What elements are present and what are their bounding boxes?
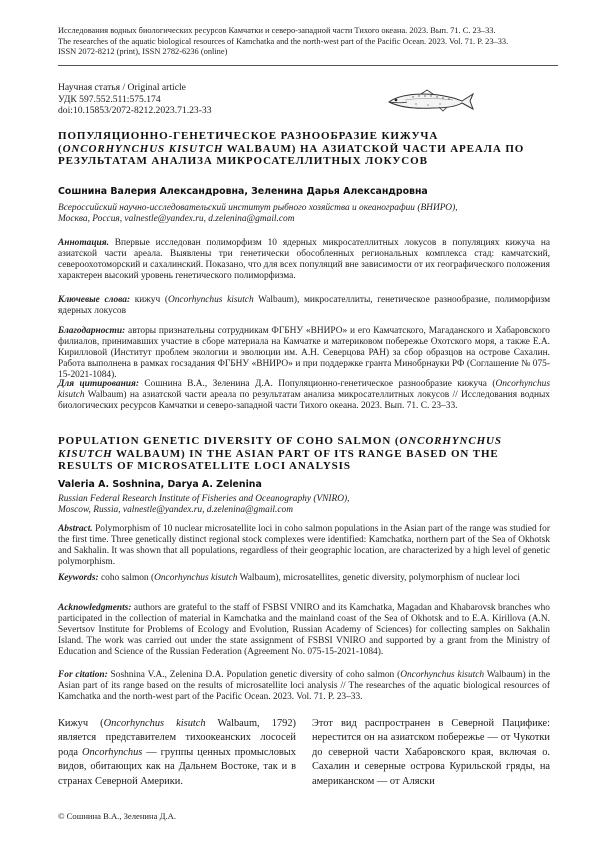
body-column-right: Этот вид распространен в Северной Пацифике: нерестится он на азиатском побережье — от Чукотки до северной части Хабаровского края, включая о. Сахалин и северные острова Курильской гряды, на американском — от Аляски xyxy=(312,718,550,787)
authors-en: Valeria A. Soshnina, Darya A. Zelenina xyxy=(58,479,262,490)
udk-code: УДК 597.552.511:575.174 xyxy=(58,93,161,105)
affiliation-ru: Всероссийский научно-исследовательский институт рыбного хозяйства и океанографии (ВНИРО), Москва, Россия, valnestle@yandex.ru, d.zelenina@gmail.com xyxy=(58,203,458,224)
acknowledgments-ru: Благодарности: авторы признательны сотрудникам ФГБНУ «ВНИРО» и его Камчатского, Магаданского и Хабаровского филиалов, принимавших участие в сборе материала на Камчатке и материковом побережье Охотского моря, а также Е.А. Кирилловой (Институт проблем экологии и эволюции им. А.Н. Северцова РАН) за сбор образцов на острове Сахалин. Работа выполнена в рамках госзадания ФГБНУ «ВНИРО» и при поддержке гранта Минобрнауки РФ (Соглашение № 075-15-2021-1084). xyxy=(58,326,550,380)
journal-header xyxy=(58,26,558,66)
salmon-fish-icon xyxy=(383,88,475,114)
article-meta xyxy=(58,82,212,117)
journal-issn: ISSN 2072-8212 (print), ISSN 2782-6236 (online) xyxy=(58,47,228,57)
journal-header-en: The researches of the aquatic biological resources of Kamchatka and the north-west part of the Pacific Ocean. 2023. Vol. 71. P. 23–33. xyxy=(58,36,509,46)
keywords-ru: Ключевые слова: кижуч (Oncorhynchus kisutch Walbaum), микросателлиты, генетическое разнообразие, полиморфизм ядерных локусов xyxy=(58,295,551,316)
article-type: Научная статья / Original article xyxy=(58,82,186,93)
abstract-ru: Аннотация. Впервые исследован полиморфизм 10 ядерных микросателлитных локусов в популяциях кижуча на азиатской части ареала. Выявлены три генетически обособленных региональных комплекса стад: камчатский, североохотоморский и сахалинский. Показано, что для всех популяций вне зависимости от их географического положения характерен высокий уровень генетического полиморфизма. xyxy=(58,238,550,281)
doi[interactable]: doi:10.15853/2072-8212.2023.71.23-33 xyxy=(58,105,212,117)
acknowledgments-en: Acknowledgments: authors are grateful to the staff of FSBSI VNIRO and its Kamchatka, Magadan and Khabarovsk branches who participated in the collection of material in Kamchatka and the mainland coast of the Sea of Okhotsk and to E.A. Kirillova (A.N. Severtsov Institute for Problems of Ecology and Evolution, Russian Academy of Sciences) for collecting samples on Sakhalin Island. The work was carried out under the state assignment of FSBSI VNIRO and supported by a grant from the Ministry of Education and Science of the Russian Federation (Agreement No. 075-15-2021-1084). xyxy=(58,603,550,657)
authors-ru: Сошнина Валерия Александровна, Зеленина Дарья Александровна xyxy=(58,186,428,197)
article-title-ru: ПОПУЛЯЦИОННО-ГЕНЕТИЧЕСКОЕ РАЗНООБРАЗИЕ КИЖУЧА (ONCORHYNCHUS KISUTCH WALBAUM) НА АЗИАТСКОЙ ЧАСТИ АРЕАЛА ПО РЕЗУЛЬТАТАМ АНАЛИЗА МИКРОСАТЕЛЛИТНЫХ ЛОКУСОВ xyxy=(58,130,525,168)
citation-ru: Для цитирования: Сошнина В.А., Зеленина Д.А. Популяционно-генетическое разнообразие кижуча (Oncorhynchus kisutch Walbaum) на азиатской части ареала по результатам анализа микросателлитных локусов // Исследования водных биологических ресурсов Камчатки и северо-западной части Тихого океана. 2023. Вып. 71. С. 23–33. xyxy=(58,379,550,411)
abstract-en: Abstract. Polymorphism of 10 nuclear microsatellite loci in coho salmon populations in the Asian part of the range was studied for the first time. Three genetically distinct regional stock complexes were identified: Kamchatka, northern part of the Sea of Okhotsk and Sakhalin. It was shown that all populations, regardless of their geographic location, are characterized by a high level of genetic polymorphism. xyxy=(58,524,550,567)
journal-header-ru: Исследования водных биологических ресурсов Камчатки и северо-западной части Тихого океана. 2023. Вып. 71. С. 23–33. xyxy=(58,26,496,35)
keywords-en: Keywords: coho salmon (Oncorhynchus kisutch Walbaum), microsatellites, genetic diversity, polymorphism of nuclear loci xyxy=(58,573,521,583)
citation-en: For citation: Soshnina V.A., Zelenina D.A. Population genetic diversity of coho salmon (Oncorhynchus kisutch Walbaum) in the Asian part of its range based on the results of microsatellite loci analysis // The researches of the aquatic biological resources of Kamchatka and the north-west part of the Pacific Ocean. 2023. Vol. 71. P. 23–33. xyxy=(58,670,550,702)
article-title-en: POPULATION GENETIC DIVERSITY OF COHO SALMON (ONCORHYNCHUS KISUTCH WALBAUM) IN THE ASIAN PART OF ITS RANGE BASED ON THE RESULTS OF MICROSATELLITE LOCI ANALYSIS xyxy=(58,435,502,473)
copyright-notice: © Сошнина В.А., Зеленина Д.А. xyxy=(58,811,176,821)
affiliation-en: Russian Federal Research Institute of Fisheries and Oceanography (VNIRO), Moscow, Russia, valnestle@yandex.ru, d.zelenina@gmail.com xyxy=(58,494,350,515)
body-column-left: Кижуч (Oncorhynchus kisutch Walbaum, 1792) является представителем тихоокеанских лососей рода Oncorhynchus — группы ценных промысловых видов, обитающих как на Дальнем Востоке, так и в странах Северной Америки. xyxy=(58,718,296,787)
